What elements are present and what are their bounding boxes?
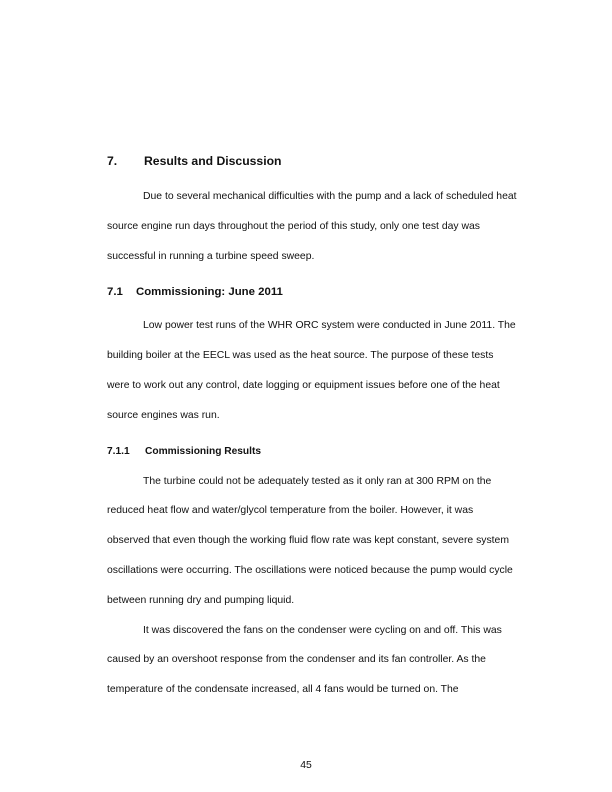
subsubsection-paragraph-2: It was discovered the fans on the condenser were cycling on and off. This was caused by an overshoot response from the condenser and its fan controller. As the temperature of the condensate increased, all 4 fans would be turned on. The xyxy=(107,624,502,696)
subsubsection-paragraph-1: The turbine could not be adequately tested as it only ran at 300 RPM on the reduced heat flow and water/glycol temperature from the boiler. However, it was observed that even though the working fluid flow rate was kept constant, severe system oscillations were occurring. The oscillations were noticed because the pump would cycle between running dry and pumping liquid. xyxy=(107,475,513,606)
subsection-number: 7.1 xyxy=(107,286,123,299)
subsection-paragraph: Low power test runs of the WHR ORC system were conducted in June 2011. The building boiler at the EECL was used as the heat source. The purpose of these tests were to work out any control, date logging or equipment issues before one of the heat source engines was run. xyxy=(107,320,516,421)
subsection-heading xyxy=(107,281,517,303)
section-title: Results and Discussion xyxy=(144,154,282,168)
subsubsection-title: Commissioning Results xyxy=(145,445,262,457)
subsection-title: Commissioning: June 2011 xyxy=(136,286,283,299)
section-paragraph: Due to several mechanical difficulties with the pump and a lack of scheduled heat source engine run days throughout the period of this study, only one test day was successful in running a turbine speed sweep. xyxy=(107,191,517,262)
subsubsection-number: 7.1.1 xyxy=(107,445,130,457)
section-number: 7. xyxy=(107,154,118,168)
page-content xyxy=(107,150,517,705)
subsubsection-heading xyxy=(107,441,517,463)
page-number: 45 xyxy=(300,760,312,771)
section-heading xyxy=(107,150,517,172)
